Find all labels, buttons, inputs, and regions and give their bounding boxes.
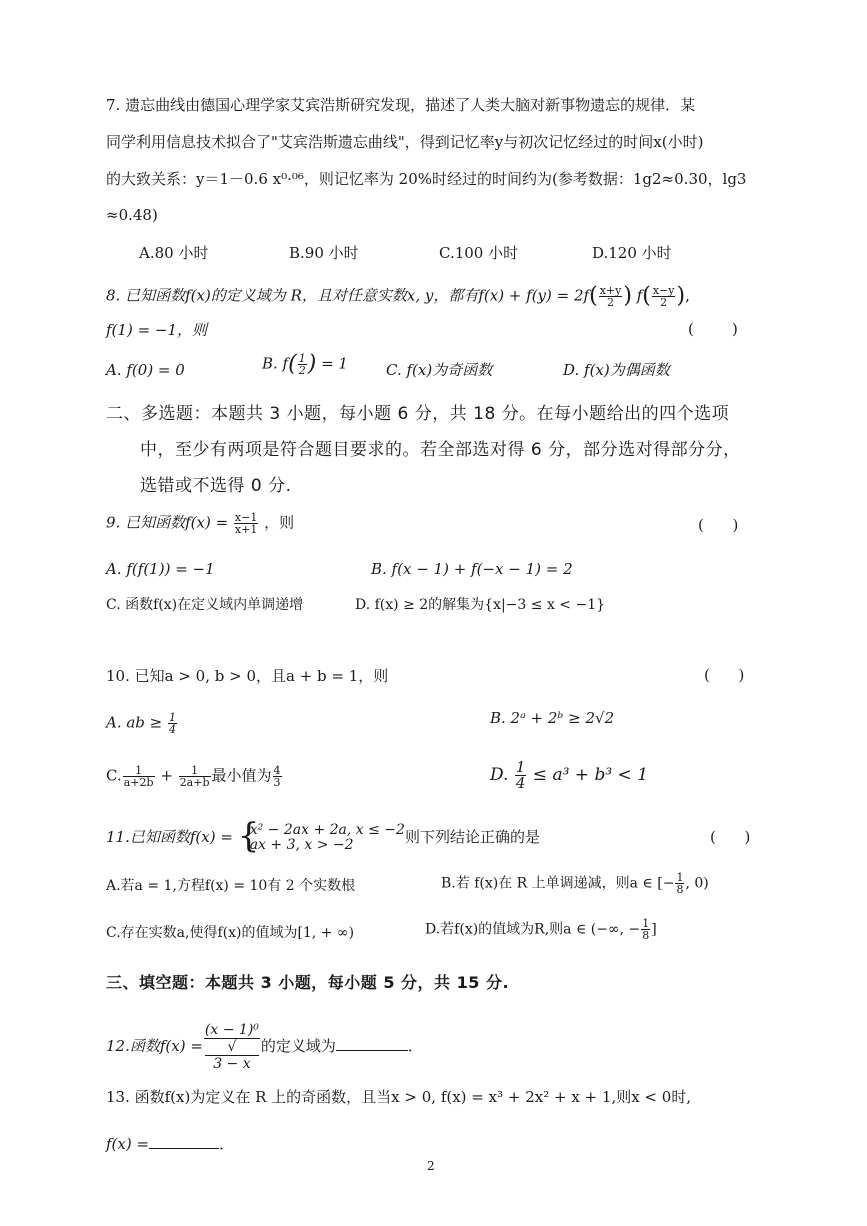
- q7-line1: 7. 遗忘曲线由德国心理学家艾宾浩斯研究发现，描述了人类大脑对新事物遗忘的规律．某: [106, 96, 696, 114]
- q9-frac: $\frac{x-1}{x+1}$: [234, 511, 258, 536]
- q11-answer-paren: ( ): [710, 828, 751, 846]
- q11-option-b: B.若 f(x)在 R 上单调递减，则a ∈ [− $\frac{1}{8}$ , 0): [441, 871, 709, 896]
- q8-stem: 8. 已知函数f(x)的定义域为 R，且对任意实数x, y，都有f(x) + f(y) = 2f( $\frac{x+y}{2}$ ) f( $\frac{x-y}{2}$ ),: [106, 283, 690, 309]
- q7-line3: 的大致关系：y＝1－0.6 x⁰·⁰⁶，则记忆率为 20%时经过的时间约为(参考数据：1g2≈0.30，lg3: [106, 170, 747, 188]
- q7-option-d: D.120 小时: [592, 244, 672, 262]
- q8-option-a: A. f(0) = 0: [106, 361, 185, 379]
- q12: 12.函数f(x) = (x − 1)⁰ √ 3 − x 的定义域为 ．: [106, 1022, 423, 1072]
- q11-option-d: D.若f(x)的值域为R,则a ∈ (−∞, − $\frac{1}{8}$ ]: [425, 917, 657, 942]
- q9-answer-paren: ( ): [698, 516, 739, 534]
- section2-line3: 选错或不选得 0 分.: [140, 476, 292, 496]
- q11-option-c: C.存在实数a,使得f(x)的值域为[1, + ∞): [106, 925, 355, 941]
- q10-option-b: B. 2ᵃ + 2ᵇ ≥ 2√2: [490, 709, 615, 727]
- q8-option-c: C. f(x)为奇函数: [386, 361, 493, 379]
- q10-answer-paren: ( ): [704, 666, 745, 684]
- q11-piecewise: { x² − 2ax + 2a, x ≤ −2 ax + 3, x > −2: [237, 816, 405, 856]
- q11-stem: 11.已知函数f(x) = { x² − 2ax + 2a, x ≤ −2 ax + 3, x > −2 则下列结论正确的是: [106, 816, 540, 856]
- q7-option-a: A.80 小时: [139, 244, 209, 262]
- q8-answer-paren: ( ): [688, 320, 738, 338]
- q10-option-d: D. $\frac{1}{4}$ ≤ a³ + b³ < 1: [490, 758, 649, 792]
- q8-frac1: $\frac{x+y}{2}$: [599, 284, 622, 309]
- section3-title: 三、填空题：本题共 3 小题，每小题 5 分，共 15 分.: [106, 973, 510, 992]
- q10-stem: 10. 已知a > 0, b > 0，且a + b = 1，则: [106, 667, 389, 685]
- q9-stem: 9. 已知函数f(x) = $\frac{x-1}{x+1}$ ，则: [106, 511, 295, 536]
- q7-option-b: B.90 小时: [289, 244, 359, 262]
- q8-frac2: $\frac{x-y}{2}$: [652, 284, 675, 309]
- page-number: 2: [427, 1159, 435, 1173]
- q7-line4: ≈0.48): [106, 206, 158, 224]
- section2-line1: 二、多选题：本题共 3 小题，每小题 6 分，共 18 分。在每小题给出的四个选项: [106, 404, 730, 424]
- q11-option-a: A.若a = 1,方程f(x) = 10有 2 个实数根: [106, 878, 356, 894]
- q9-option-d: D. f(x) ≥ 2的解集为{x|−3 ≤ x < −1}: [355, 597, 606, 613]
- q7-line2: 同学利用信息技术拟合了"艾宾浩斯遗忘曲线"，得到记忆率y与初次记忆经过的时间x(小时): [106, 133, 704, 151]
- q13-line2: f(x) = ．: [106, 1135, 235, 1153]
- section2-line2: 中，至少有两项是符合题目要求的。若全部选对得 6 分，部分选对得部分分，: [140, 440, 741, 460]
- q7-option-c: C.100 小时: [439, 244, 519, 262]
- q8-option-d: D. f(x)为偶函数: [563, 361, 670, 379]
- q9-option-a: A. f(f(1)) = −1: [106, 560, 215, 578]
- q10-option-c: C. $\frac{1}{a+2b}$ + $\frac{1}{2a+b}$ 最小值为 $\frac{4}{3}$: [106, 764, 281, 789]
- q9-option-c: C. 函数f(x)在定义域内单调递增: [106, 597, 304, 613]
- q8-stem-a: 8. 已知函数f(x)的定义域为 R，且对任意实数x, y，都有f(x) + f(y) = 2f: [106, 286, 590, 305]
- q9-option-b: B. f(x − 1) + f(−x − 1) = 2: [371, 560, 573, 578]
- q10-option-a: A. ab ≥ $\frac{1}{4}$: [106, 711, 177, 736]
- q8-option-b: B. f( $\frac{1}{2}$ ) = 1: [262, 351, 348, 377]
- q8-stem-b: f(1) = −1，则: [106, 321, 208, 339]
- q13-line1: 13. 函数f(x)为定义在 R 上的奇函数，且当x > 0, f(x) = x³ + 2x² + x + 1,则x < 0时,: [106, 1088, 692, 1106]
